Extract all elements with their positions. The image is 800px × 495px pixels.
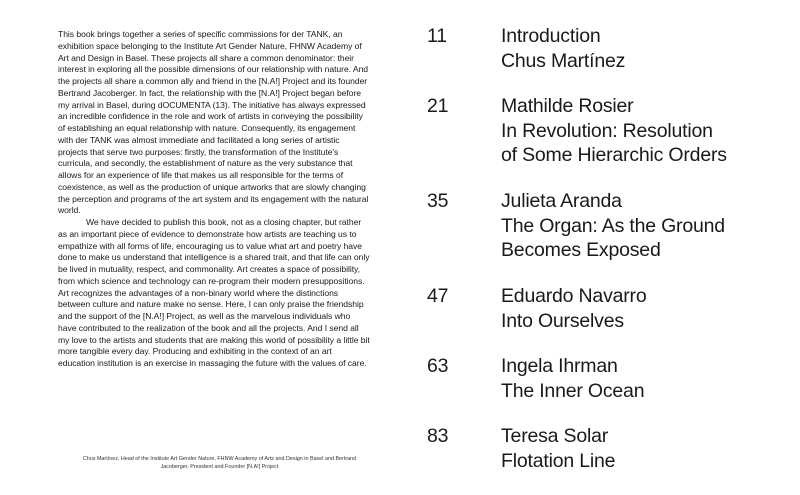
toc-entry-author: Ingela Ihrman — [501, 355, 618, 377]
toc-entry-author: Eduardo Navarro — [501, 285, 647, 307]
toc-entry-title: In Revolution: Resolution — [501, 119, 713, 142]
toc-entry-author: Julieta Aranda — [501, 190, 622, 212]
toc-entry-author: Mathilde Rosier — [501, 95, 634, 117]
toc-entry-title: of Some Hierarchic Orders — [501, 144, 727, 166]
intro-paragraph-2: We have decided to publish this book, not as a closing chapter, but rather as an important piece of evidence to demonstrate how artists are teaching us to empathize with all forms of life, encouraging us to value what art and poetry have done to make us understand that intelligence is a shared trait, and that life can only be lived in mutuality, respect, and commonality. Art creates a space of possibility, from which science and technology can re-program their modern presuppositions. Art recognizes the advantages of a non-binary world where the distinctions between culture and nature make no sense. Here, I can only praise the friendship and the support of the [N.A!] Project, as well as the marvelous individuals who have contributed to the realization of the book and all the projects. And I send all my love to the artists and students that are making this world of possibility a little bit more tangible every day. Producing and exhibiting in the context of an art education institution is an exercise in massaging the future with the values of care. — [58, 217, 370, 368]
toc-page-number: 21 — [427, 95, 449, 117]
toc-entry-title: The Organ: As the Ground — [501, 214, 725, 237]
intro-page — [58, 29, 370, 370]
toc-page-number: 35 — [427, 190, 449, 212]
toc-page-number: 47 — [427, 285, 449, 307]
toc-entry-title: Into Ourselves — [501, 309, 624, 332]
toc-entry-author: Introduction — [501, 25, 601, 47]
toc-entry-title: Flotation Line — [501, 449, 616, 472]
toc-page-number: 63 — [427, 355, 449, 377]
intro-caption: Chus Martínez, Head of the Institute Art Gender Nature, FHNW Academy of Arts and Design in Basel and Bertrand Jacoberger, President and Founder [N.A!] Project — [82, 456, 357, 470]
toc-entry-title: Chus Martínez — [501, 49, 626, 72]
toc-entry-title: The Inner Ocean — [501, 379, 645, 402]
toc-page-number: 11 — [427, 25, 447, 47]
intro-text — [58, 29, 370, 370]
toc-entry-title: Becomes Exposed — [501, 239, 661, 261]
toc-entry-author: Teresa Solar — [501, 425, 609, 447]
toc-page-number: 83 — [427, 425, 449, 447]
intro-paragraph-1: This book brings together a series of specific commissions for der TANK, an exhibition space belonging to the Institute Art Gender Nature, FHNW Academy of Art and Design in Basel. These projects all share a common denominator: their interest in exploring all the possible dimensions of our relationship with nature. And the projects all share a common ally and friend in the [N.A!] Project and its founder Bertrand Jacoberger. In fact, the relationship with the [N.A!] Project began before my arrival in Basel, during dOCUMENTA (13). The initiative has always expressed an incredible confidence in the role and work of artists in conveying the possibility of establishing an equal relationship with nature. Consequently, its engagement with der TANK was almost immediate and facilitated a long series of artistic projects that serve two purposes: firstly, the transformation of the Institute's curricula, and secondly, the establishment of nature as the very substance that allows for an experience of life that makes us all responsible for the terms of coexistence, as well as the production of unique artworks that are slowly changing the perception and programs of the art system and its engagement with the natural world. — [58, 29, 369, 216]
